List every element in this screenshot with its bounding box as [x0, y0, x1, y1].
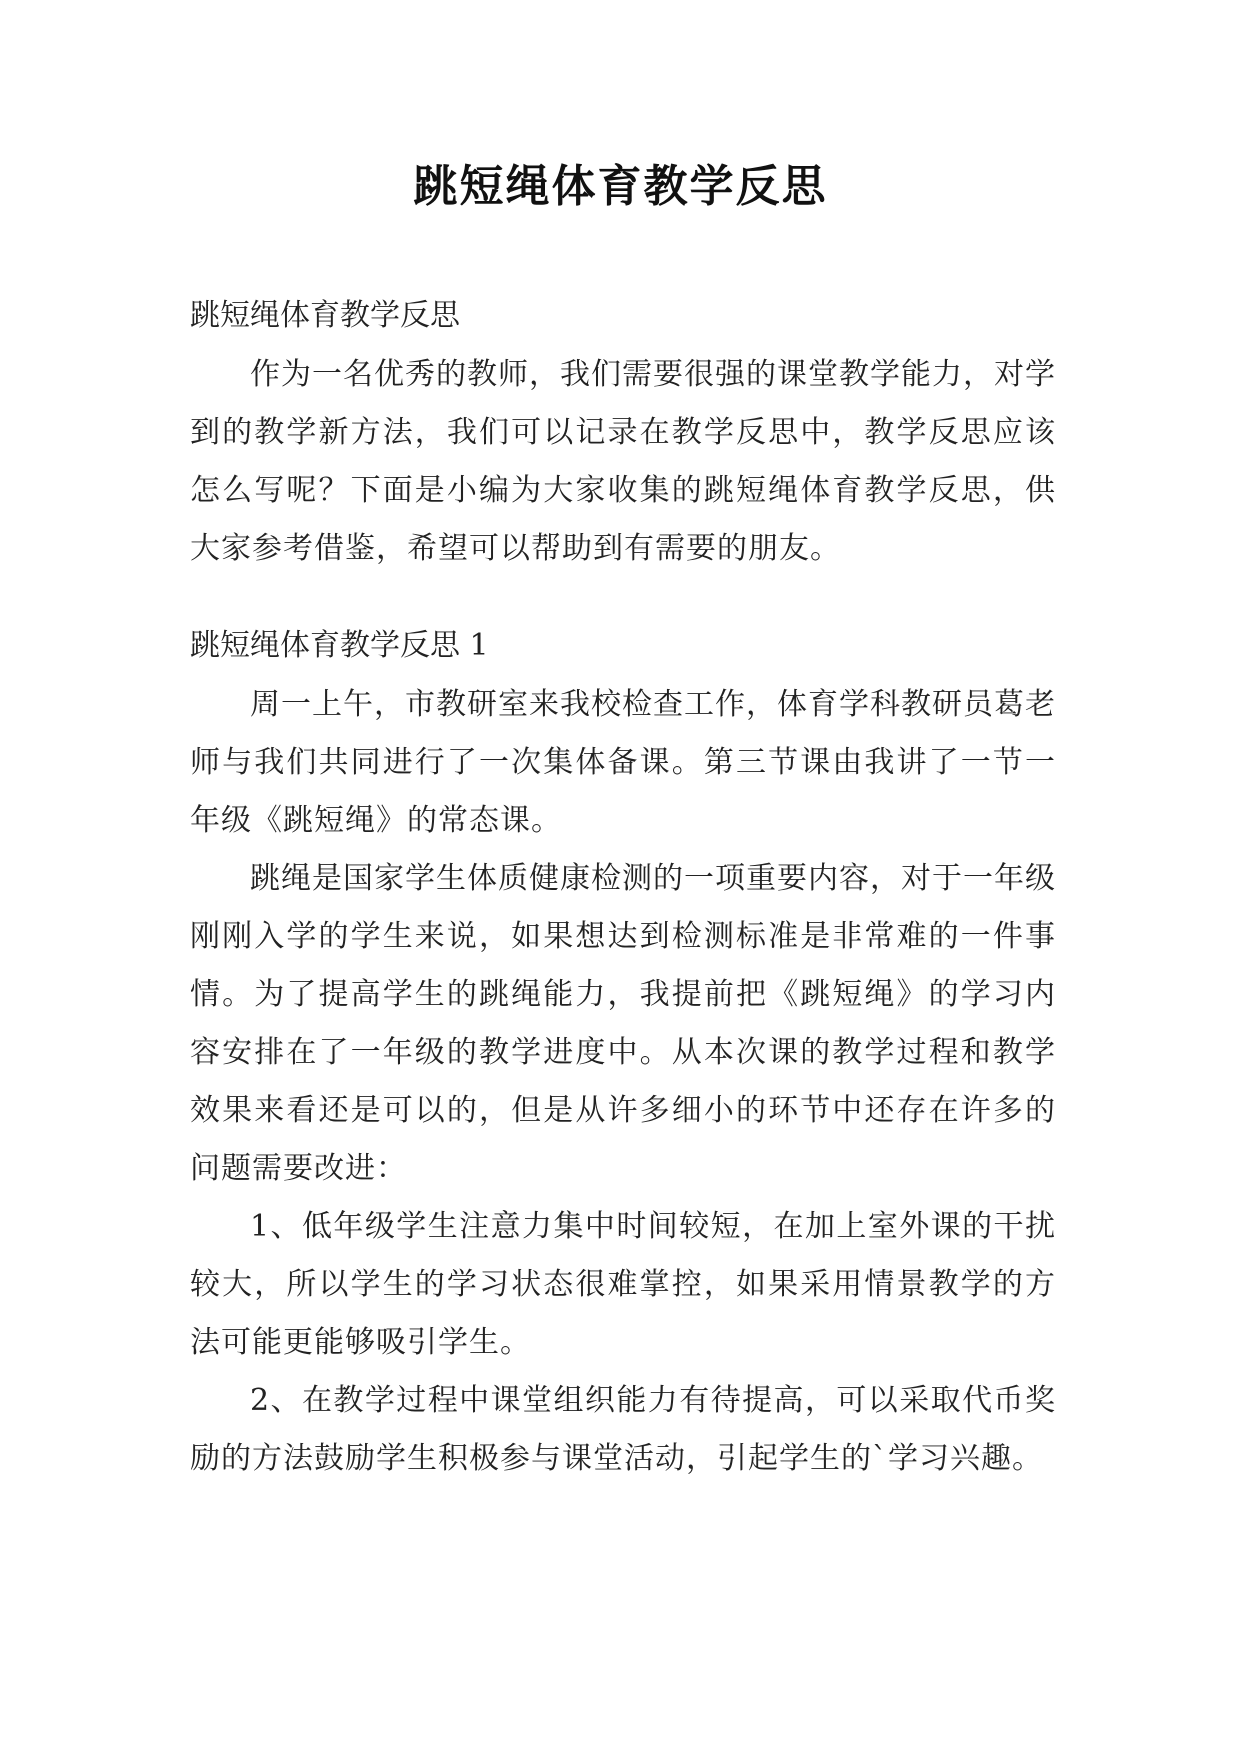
section-1-paragraph: 周一上午，市教研室来我校检查工作，体育学科教研员葛老师与我们共同进行了一次集体备课。第三节课由我讲了一节一年级《跳短绳》的常态课。 [190, 687, 1056, 838]
section-1-heading: 跳短绳体育教学反思 1 [190, 628, 489, 663]
document-body [190, 286, 1056, 1488]
section-1-paragraph: 跳绳是国家学生体质健康检测的一项重要内容，对于一年级刚刚入学的学生来说，如果想达到检测标准是非常难的一件事情。为了提高学生的跳绳能力，我提前把《跳短绳》的学习内容安排在了一年级的教学进度中。从本次课的教学过程和教学效果来看还是可以的，但是从许多细小的环节中还存在许多的问题需要改进： [190, 861, 1056, 1186]
document-title: 跳短绳体育教学反思 [413, 161, 828, 212]
section-1-paragraph: 1、低年级学生注意力集中时间较短，在加上室外课的干扰较大，所以学生的学习状态很难掌控，如果采用情景教学的方法可能更能够吸引学生。 [190, 1209, 1056, 1360]
intro-paragraph: 作为一名优秀的教师，我们需要很强的课堂教学能力，对学到的教学新方法，我们可以记录在教学反思中，教学反思应该怎么写呢？下面是小编为大家收集的跳短绳体育教学反思，供大家参考借鉴，希望可以帮助到有需要的朋友。 [190, 357, 1056, 566]
intro-heading: 跳短绳体育教学反思 [190, 298, 460, 333]
section-1-paragraph: 2、在教学过程中课堂组织能力有待提高，可以采取代币奖励的方法鼓励学生积极参与课堂活动，引起学生的`学习兴趣。 [190, 1383, 1056, 1476]
section-1 [190, 616, 1056, 1488]
